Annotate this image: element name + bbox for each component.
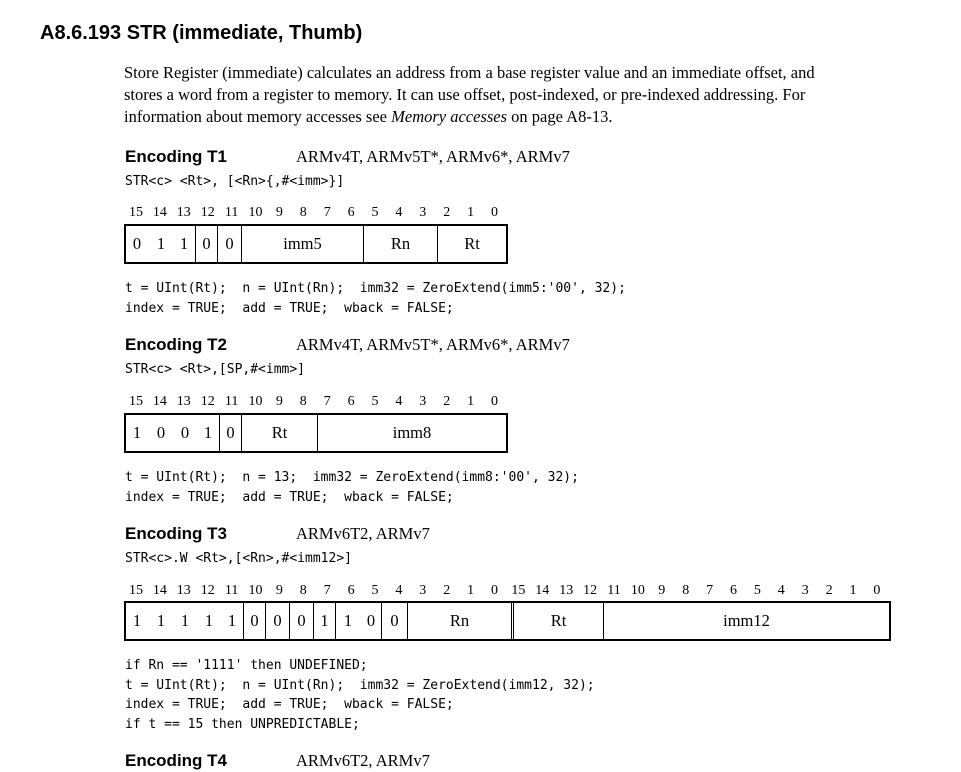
intro-line: stores a word from a register to memory. It can use offset, post-indexed, or pre-indexed addressing. For xyxy=(124,85,806,104)
code-line: if t == 15 then UNPREDICTABLE; xyxy=(125,716,360,732)
bit-number: 2 xyxy=(825,583,833,598)
encoding-t2-pseudocode xyxy=(125,468,579,507)
encoding-t2-arch: ARMv4T, ARMv5T*, ARMv6*, ARMv7 xyxy=(296,335,570,354)
bit-number: 4 xyxy=(777,583,785,598)
encoding-t3-arch: ARMv6T2, ARMv7 xyxy=(296,524,430,543)
encoding-t3-syntax: STR<c>.W <Rt>,[<Rn>,#<imm12>] xyxy=(125,551,352,566)
bit-number: 1 xyxy=(467,394,475,409)
code-line: if Rn == '1111' then UNDEFINED; xyxy=(125,658,368,673)
bit-number: 13 xyxy=(176,583,191,598)
encoding-t3-bit-numbers xyxy=(0,583,961,601)
encoding-t4-arch: ARMv6T2, ARMv7 xyxy=(296,751,430,770)
t2-imm8-field: imm8 xyxy=(392,423,432,442)
t3-bit-field: 0 xyxy=(382,603,408,639)
bit-number: 13 xyxy=(559,583,574,598)
bit-number: 8 xyxy=(299,394,307,409)
code-line: t = UInt(Rt); n = 13; imm32 = ZeroExtend(imm8:'00', 32); xyxy=(125,470,579,485)
bit-number: 11 xyxy=(607,583,621,598)
bit-number: 15 xyxy=(511,583,526,598)
code-line: t = UInt(Rt); n = UInt(Rn); imm32 = ZeroExtend(imm12, 32); xyxy=(125,677,595,693)
t2-opcode-field: 1 0 0 1 xyxy=(126,415,220,451)
bit-number: 11 xyxy=(224,394,239,409)
bit-number: 1 xyxy=(849,583,857,598)
bit-number: 12 xyxy=(200,394,215,409)
bit-number: 11 xyxy=(224,205,239,220)
bit-number: 15 xyxy=(129,583,143,598)
bit-number: 2 xyxy=(443,583,451,598)
t3-bit-field: 0 xyxy=(266,603,290,639)
bit-number: 10 xyxy=(630,583,645,598)
t3-rt-field: Rt xyxy=(514,603,604,639)
bit-number: 9 xyxy=(275,394,283,409)
bit-number: 9 xyxy=(658,583,666,598)
bit-number: 6 xyxy=(347,394,355,409)
bit-number: 3 xyxy=(419,583,427,598)
code-line: index = TRUE; add = TRUE; wback = FALSE; xyxy=(125,489,454,505)
bit-number: 0 xyxy=(873,583,881,598)
t3-opcode-field: 1 1 1 1 1 xyxy=(126,603,244,639)
bit-number: 10 xyxy=(248,205,263,220)
code-line: index = TRUE; add = TRUE; wback = FALSE; xyxy=(125,697,454,712)
bit-number: 10 xyxy=(248,394,263,409)
bit-number: 14 xyxy=(152,394,167,409)
bit-number: 12 xyxy=(200,583,215,598)
t3-rn-field: Rn xyxy=(408,603,514,639)
bit-number: 8 xyxy=(682,583,690,598)
encoding-t2-table xyxy=(124,413,508,453)
encoding-t2-title: Encoding T2 xyxy=(125,335,227,354)
encoding-t1-table xyxy=(124,224,508,264)
t3-bit-field: 0 xyxy=(244,603,266,639)
memory-accesses-link[interactable]: Memory accesses xyxy=(391,107,508,126)
bit-number: 7 xyxy=(323,394,331,409)
encoding-t1-bit-numbers xyxy=(0,205,961,223)
bit-number: 5 xyxy=(753,583,761,598)
bit-number: 0 xyxy=(491,394,498,409)
section-heading xyxy=(40,22,362,45)
bit-number: 3 xyxy=(419,394,427,409)
bit-number: 5 xyxy=(371,205,379,220)
bit-number: 15 xyxy=(129,394,143,409)
bit-number: 4 xyxy=(395,583,403,598)
t1-imm5-field: imm5 xyxy=(242,226,364,262)
bit-number: 6 xyxy=(347,583,355,598)
t2-rt-field: Rt xyxy=(242,415,318,451)
t3-bit-field: 0 xyxy=(290,603,314,639)
bit-number: 12 xyxy=(583,583,598,598)
bit-number: 1 xyxy=(467,583,475,598)
bit-number: 15 xyxy=(129,205,143,220)
encoding-t2-syntax: STR<c> <Rt>,[SP,#<imm>] xyxy=(125,362,306,377)
code-line: t = UInt(Rt); n = UInt(Rn); imm32 = ZeroExtend(imm5:'00', 32); xyxy=(125,281,626,296)
encoding-t1-syntax: STR<c> <Rt>, [<Rn>{,#<imm>}] xyxy=(125,174,345,189)
bit-number: 9 xyxy=(275,583,283,598)
bit-number: 12 xyxy=(200,205,215,220)
section-number: A8.6.193 xyxy=(40,22,122,44)
bit-number: 2 xyxy=(443,205,451,220)
t1-rn-field: Rn xyxy=(364,226,438,262)
bit-number: 14 xyxy=(152,583,167,598)
t3-imm12-field: imm12 xyxy=(723,611,770,630)
bit-number: 8 xyxy=(299,583,307,598)
bit-number: 8 xyxy=(299,205,307,220)
encoding-t3-table xyxy=(124,601,891,641)
bit-number: 3 xyxy=(801,583,809,598)
bit-number: 6 xyxy=(730,583,737,598)
bit-number: 1 xyxy=(467,205,475,220)
intro-line: information about memory accesses see Memory accesses on page A8-13. xyxy=(124,107,613,126)
encoding-t1-pseudocode xyxy=(125,279,626,318)
intro-paragraph xyxy=(124,62,924,128)
t1-bit-field: 0 xyxy=(218,226,242,262)
bit-number: 13 xyxy=(176,205,191,220)
t1-bit-field: 0 xyxy=(196,226,218,262)
code-line: index = TRUE; add = TRUE; wback = FALSE; xyxy=(125,300,454,316)
bit-number: 4 xyxy=(395,205,403,220)
encoding-t3-title: Encoding T3 xyxy=(125,524,227,543)
bit-number: 5 xyxy=(371,394,379,409)
bit-number: 5 xyxy=(371,583,379,598)
encoding-t4-title: Encoding T4 xyxy=(125,751,227,770)
section-title: STR (immediate, Thumb) xyxy=(126,22,363,44)
intro-line: Store Register (immediate) calculates an address from a base register value and an immediate offset, and xyxy=(124,63,815,82)
t1-rt-field: Rt xyxy=(464,234,480,253)
bit-number: 13 xyxy=(176,394,191,409)
bit-number: 14 xyxy=(152,205,167,220)
t3-opcode-field: 1 0 xyxy=(336,603,382,639)
t2-bit-field: 0 xyxy=(220,415,242,451)
bit-number: 0 xyxy=(491,583,498,598)
t1-opcode-field: 0 1 1 xyxy=(126,226,196,262)
bit-number: 4 xyxy=(395,394,403,409)
bit-number: 10 xyxy=(248,583,263,598)
bit-number: 7 xyxy=(706,583,714,598)
bit-number: 3 xyxy=(419,205,427,220)
t3-bit-field: 1 xyxy=(314,603,336,639)
encoding-t1-arch: ARMv4T, ARMv5T*, ARMv6*, ARMv7 xyxy=(296,147,570,166)
encoding-t1-title: Encoding T1 xyxy=(125,147,227,166)
bit-number: 2 xyxy=(443,394,451,409)
encoding-t2-bit-numbers xyxy=(0,394,961,412)
bit-number: 9 xyxy=(275,205,283,220)
bit-number: 11 xyxy=(224,583,239,598)
bit-number: 14 xyxy=(535,583,550,598)
encoding-t3-pseudocode xyxy=(125,656,595,734)
bit-number: 6 xyxy=(347,205,355,220)
bit-number: 7 xyxy=(323,205,331,220)
bit-number: 0 xyxy=(491,205,498,220)
bit-number: 7 xyxy=(323,583,331,598)
